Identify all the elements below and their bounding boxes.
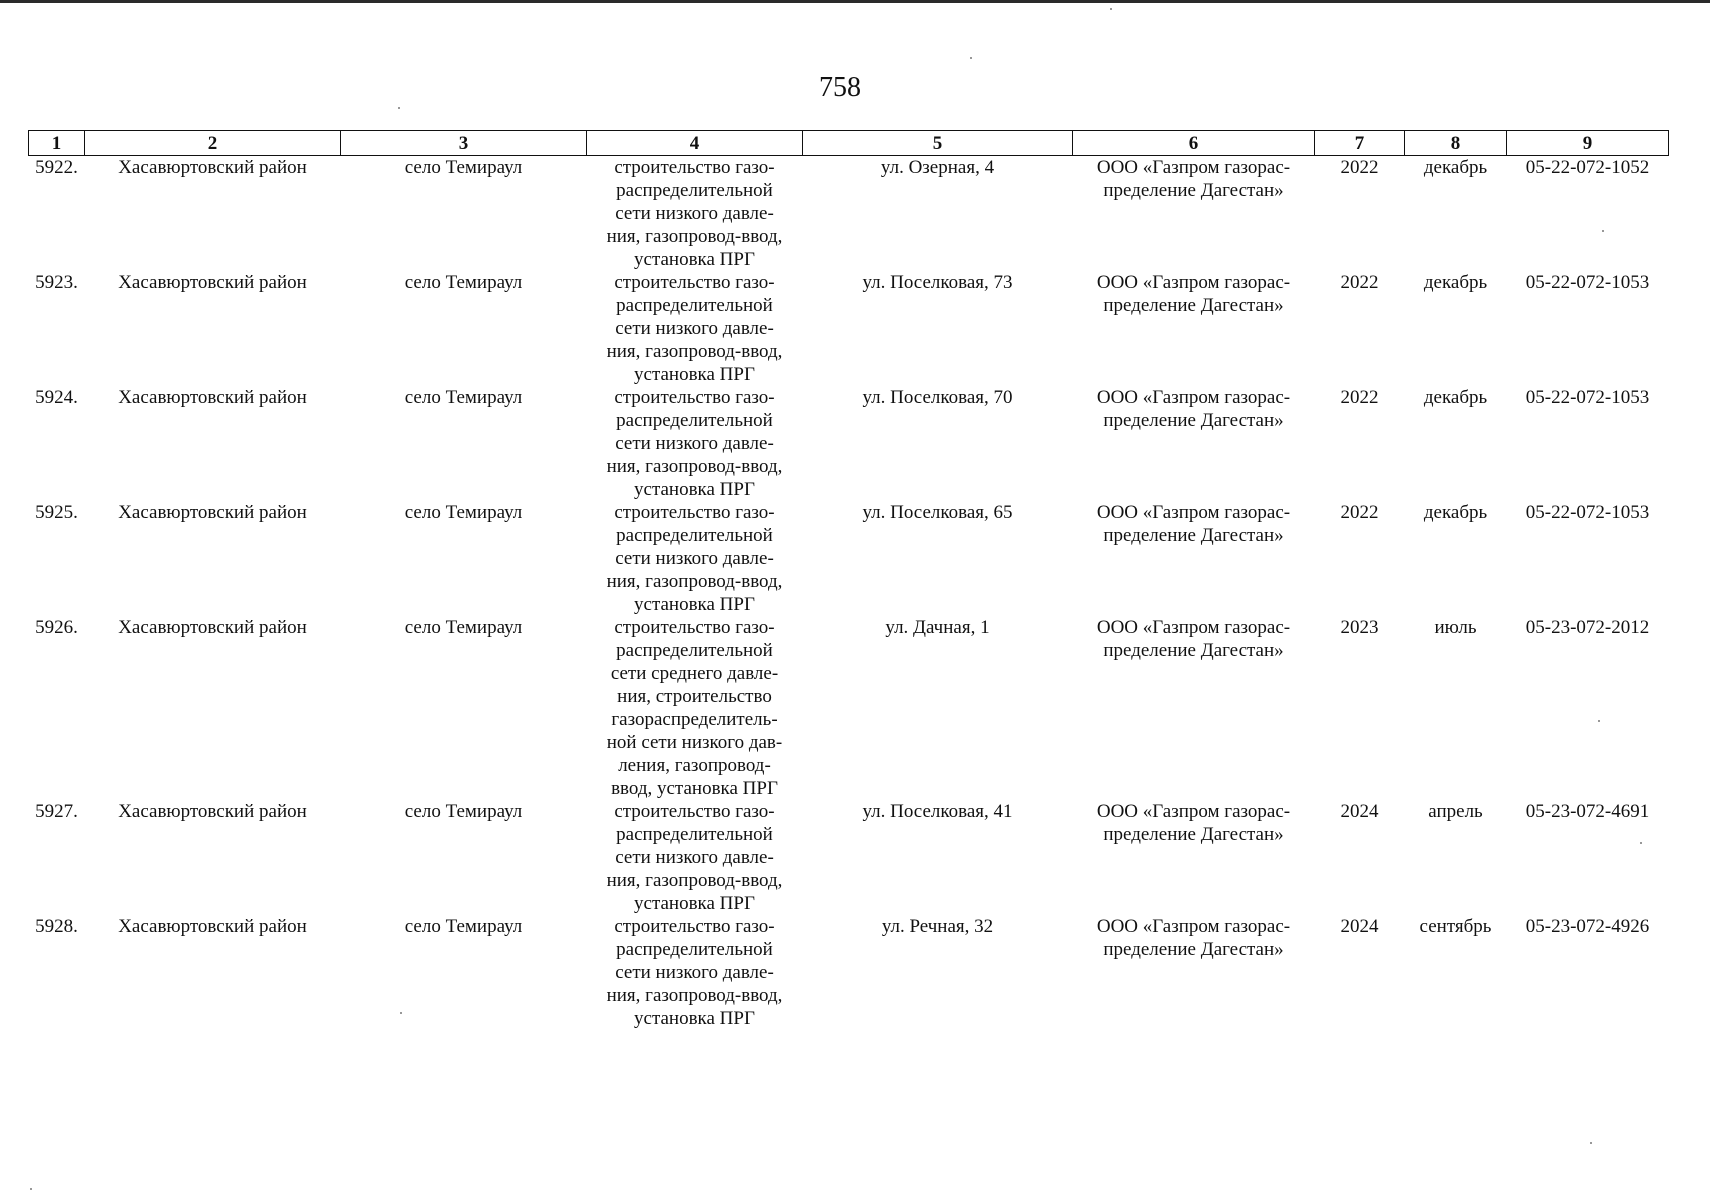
column-number-row [29,131,1669,156]
object-code-cell: 05-23-072-2012 [1525,617,1650,638]
organization-cell: ООО «Газпром газорас- пределение Дагестан» [1096,916,1291,960]
year-cell: 2022 [1340,502,1379,523]
scan-speck [1110,8,1112,10]
column-header: 2 [85,131,341,156]
scan-speck [398,107,400,109]
scan-speck [1590,1142,1592,1144]
district-cell: Хасавюртовский район [118,157,307,178]
column-header: 4 [587,131,803,156]
settlement-cell: село Темираул [404,387,523,408]
organization-cell: ООО «Газпром газорас- пределение Дагестан» [1096,387,1291,431]
month-cell: декабрь [1423,502,1488,523]
address-cell: ул. Речная, 32 [881,916,994,937]
objects-table [28,130,1669,1030]
object-code-cell: 05-22-072-1052 [1525,157,1650,178]
address-cell: ул. Дачная, 1 [885,617,990,638]
organization-cell: ООО «Газпром газорас- пределение Дагестан» [1096,502,1291,546]
row-number: 5928. [35,916,78,937]
address-cell: ул. Поселковая, 65 [862,502,1013,523]
column-header: 6 [1073,131,1315,156]
organization-cell: ООО «Газпром газорас- пределение Дагестан» [1096,157,1291,201]
work-description-cell: строительство газо- распределительной сети низкого давле- ния, газопровод-ввод, установка ПРГ [606,916,783,1029]
month-cell: апрель [1428,801,1483,822]
month-cell: декабрь [1423,272,1488,293]
work-description-cell: строительство газо- распределительной сети низкого давле- ния, газопровод-ввод, установка ПРГ [606,502,783,615]
scan-speck [1602,230,1604,232]
month-cell: июль [1434,617,1477,638]
column-header: 3 [341,131,587,156]
district-cell: Хасавюртовский район [118,916,307,937]
year-cell: 2022 [1340,157,1379,178]
work-description-cell: строительство газо- распределительной сети среднего давле- ния, строительство газораспределитель- ной сети низкого дав- ления, газопровод- ввод, установка ПРГ [606,617,783,799]
scan-speck [1640,842,1642,844]
column-header: 8 [1405,131,1507,156]
year-cell: 2023 [1340,617,1379,638]
row-number: 5922. [35,157,78,178]
row-number: 5923. [35,272,78,293]
row-number: 5926. [35,617,78,638]
row-number: 5925. [35,502,78,523]
district-cell: Хасавюртовский район [118,617,307,638]
table-row [29,616,1669,800]
object-code-cell: 05-23-072-4691 [1525,801,1650,822]
year-cell: 2022 [1340,387,1379,408]
settlement-cell: село Темираул [404,801,523,822]
district-cell: Хасавюртовский район [118,387,307,408]
address-cell: ул. Поселковая, 73 [862,272,1013,293]
column-header: 9 [1507,131,1669,156]
table-row [29,386,1669,501]
scan-top-edge [0,0,1710,3]
district-cell: Хасавюртовский район [118,801,307,822]
month-cell: декабрь [1423,387,1488,408]
district-cell: Хасавюртовский район [118,502,307,523]
organization-cell: ООО «Газпром газорас- пределение Дагестан» [1096,801,1291,845]
object-code-cell: 05-23-072-4926 [1525,916,1650,937]
settlement-cell: село Темираул [404,617,523,638]
scan-speck [30,1188,32,1190]
year-cell: 2022 [1340,272,1379,293]
year-cell: 2024 [1340,916,1379,937]
month-cell: декабрь [1423,157,1488,178]
column-header: 1 [29,131,85,156]
address-cell: ул. Озерная, 4 [880,157,995,178]
page-number: 758 [819,72,861,103]
scan-speck [400,1012,402,1014]
organization-cell: ООО «Газпром газорас- пределение Дагестан» [1096,272,1291,316]
column-header: 7 [1315,131,1405,156]
work-description-cell: строительство газо- распределительной сети низкого давле- ния, газопровод-ввод, установка ПРГ [606,801,783,914]
column-header: 5 [803,131,1073,156]
work-description-cell: строительство газо- распределительной сети низкого давле- ния, газопровод-ввод, установка ПРГ [606,272,783,385]
address-cell: ул. Поселковая, 70 [862,387,1013,408]
settlement-cell: село Темираул [404,916,523,937]
address-cell: ул. Поселковая, 41 [862,801,1013,822]
object-code-cell: 05-22-072-1053 [1525,502,1650,523]
work-description-cell: строительство газо- распределительной сети низкого давле- ния, газопровод-ввод, установка ПРГ [606,157,783,270]
settlement-cell: село Темираул [404,502,523,523]
work-description-cell: строительство газо- распределительной сети низкого давле- ния, газопровод-ввод, установка ПРГ [606,387,783,500]
settlement-cell: село Темираул [404,157,523,178]
object-code-cell: 05-22-072-1053 [1525,387,1650,408]
table-row [29,271,1669,386]
district-cell: Хасавюртовский район [118,272,307,293]
table-row [29,915,1669,1030]
scan-speck [1598,720,1600,722]
row-number: 5924. [35,387,78,408]
organization-cell: ООО «Газпром газорас- пределение Дагестан» [1096,617,1291,661]
object-code-cell: 05-22-072-1053 [1525,272,1650,293]
scan-speck [970,57,972,59]
settlement-cell: село Темираул [404,272,523,293]
table-row [29,156,1669,272]
table-body [29,156,1669,1031]
year-cell: 2024 [1340,801,1379,822]
table-row [29,501,1669,616]
month-cell: сентябрь [1419,916,1492,937]
table-row [29,800,1669,915]
row-number: 5927. [35,801,78,822]
